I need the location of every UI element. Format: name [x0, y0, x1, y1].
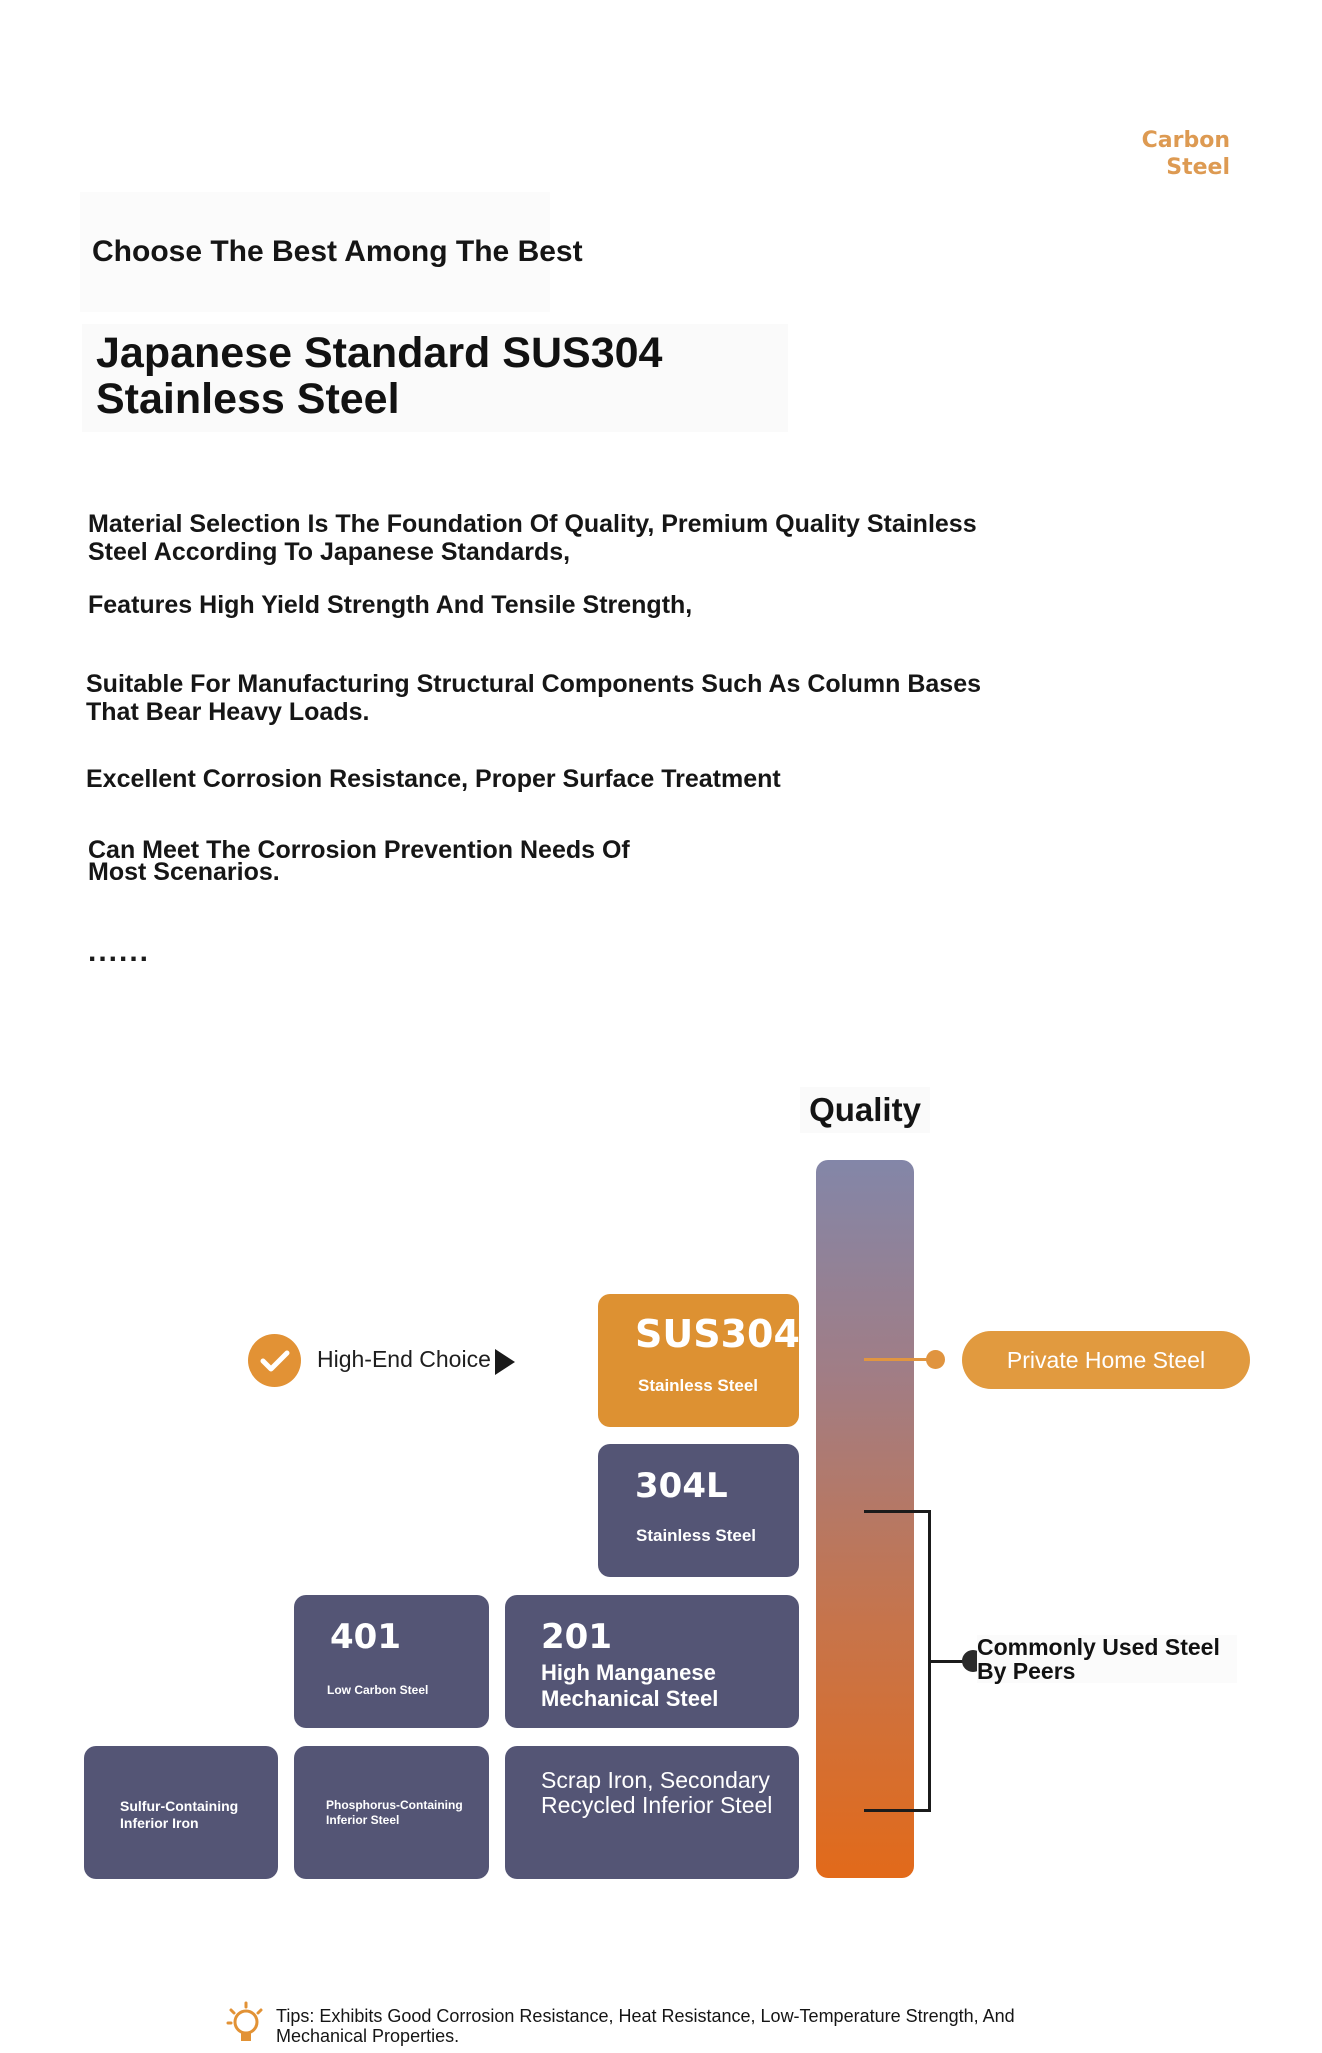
- brand-line-1: Carbon: [1141, 128, 1230, 153]
- steel-subtitle: Low Carbon Steel: [327, 1683, 429, 1697]
- peers-bracket-bottom: [864, 1809, 931, 1812]
- steel-box-304l: [598, 1444, 799, 1577]
- steel-box-401: [294, 1595, 489, 1728]
- steel-box-phosphorus: [294, 1746, 489, 1879]
- brand-logo: [1120, 127, 1230, 181]
- kicker-heading: Choose The Best Among The Best: [92, 235, 583, 268]
- quality-label: Quality: [800, 1087, 930, 1133]
- lightbulb-icon: [226, 2000, 266, 2048]
- check-icon: [248, 1334, 301, 1387]
- steel-subtitle: Scrap Iron, Secondary Recycled Inferior Steel: [541, 1767, 773, 1818]
- steel-box-201: [505, 1595, 799, 1728]
- steel-code: 401: [330, 1617, 401, 1657]
- steel-box-sulfur: [84, 1746, 278, 1879]
- steel-subtitle: Phosphorus-Containing Inferior Steel: [326, 1798, 463, 1827]
- peers-label: Commonly Used Steel By Peers: [977, 1635, 1237, 1683]
- steel-subtitle: Sulfur-Containing Inferior Iron: [120, 1798, 239, 1831]
- quality-bar: [816, 1160, 914, 1878]
- private-connector-dot: [926, 1350, 945, 1369]
- ellipsis: ......: [88, 935, 151, 968]
- steel-box-scrap: [505, 1746, 799, 1879]
- paragraph-structural: Suitable For Manufacturing Structural Components Such As Column Bases That Bear Heavy Loads.: [86, 670, 982, 726]
- steel-code: SUS304: [635, 1312, 800, 1356]
- high-end-choice-label: High-End Choice: [317, 1346, 491, 1372]
- steel-subtitle: Stainless Steel: [636, 1526, 757, 1545]
- steel-box-sus304: [598, 1294, 799, 1427]
- paragraph-corrosion: Excellent Corrosion Resistance, Proper Surface Treatment: [86, 765, 781, 793]
- brand-line-2: Steel: [1166, 155, 1230, 180]
- paragraph-material: Material Selection Is The Foundation Of Quality, Premium Quality Stainless Steel According To Japanese Standards,: [88, 510, 977, 566]
- title-line-1: Japanese Standard SUS304: [96, 329, 663, 377]
- paragraph-prevention: Can Meet The Corrosion Prevention Needs Of Most Scenarios.: [88, 836, 630, 886]
- page-title: [96, 330, 796, 422]
- play-arrow-icon: [495, 1349, 515, 1375]
- steel-code: 201: [541, 1617, 612, 1657]
- private-home-steel-pill: [962, 1331, 1250, 1389]
- peers-bracket-top: [864, 1510, 930, 1513]
- title-line-2: Stainless Steel: [96, 375, 400, 423]
- steel-subtitle: High Manganese Mechanical Steel: [541, 1660, 719, 1711]
- private-home-steel-label: Private Home Steel: [1006, 1346, 1206, 1373]
- tips-text: Tips: Exhibits Good Corrosion Resistance, Heat Resistance, Low-Temperature Strength, And Mechanical Properties.: [276, 2006, 1015, 2046]
- steel-code: 304L: [635, 1466, 728, 1506]
- steel-subtitle: Stainless Steel: [638, 1376, 759, 1395]
- paragraph-strength: Features High Yield Strength And Tensile Strength,: [88, 591, 693, 619]
